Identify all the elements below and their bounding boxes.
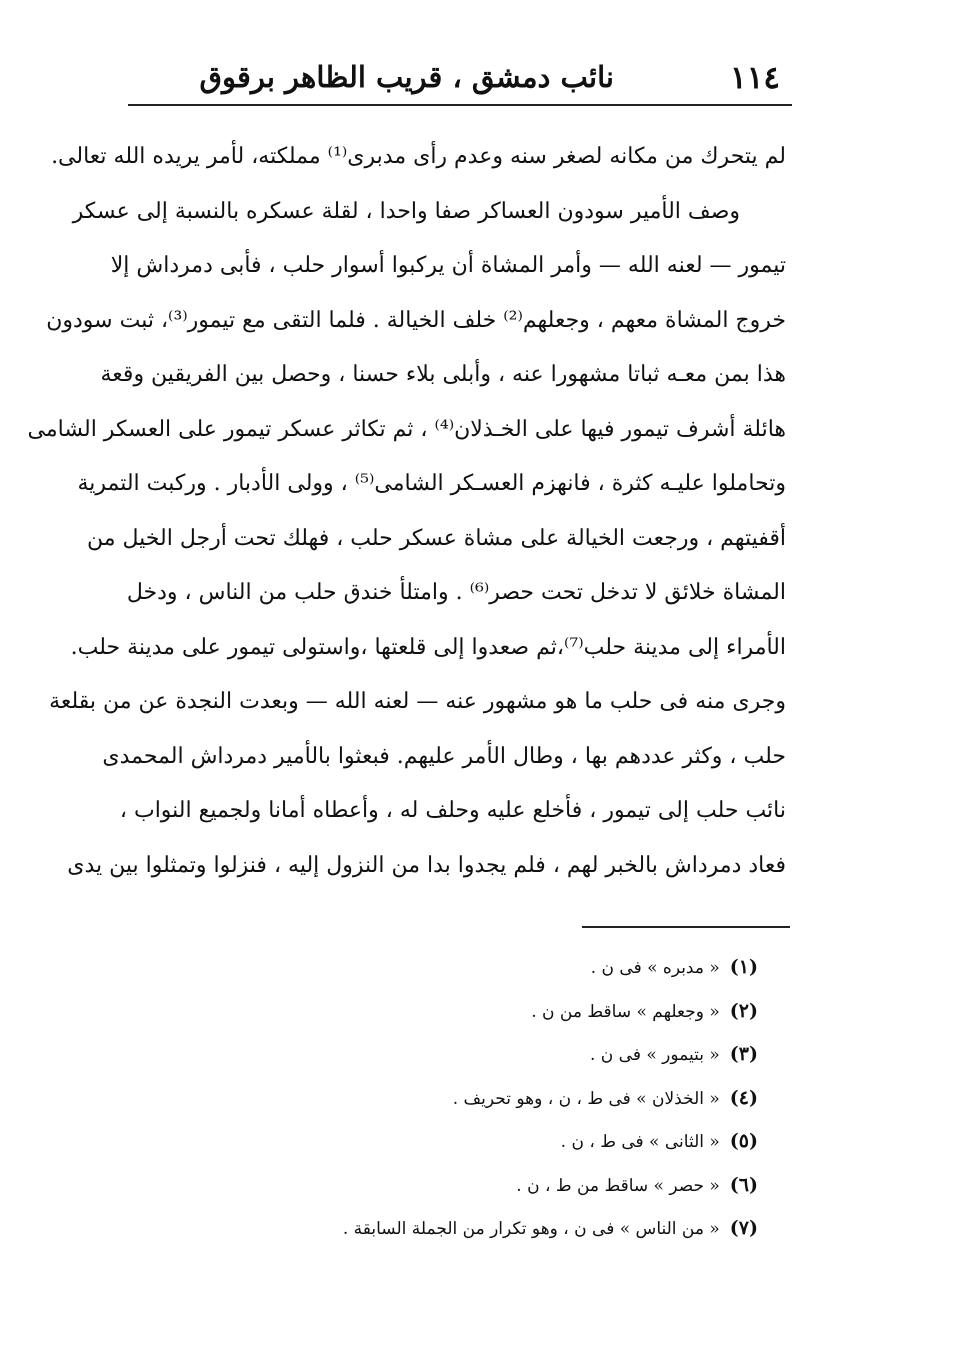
footnotes xyxy=(300,946,758,1251)
footnote-text: « من الناس » فى ن ، وهو تكرار من الجملة السابقة . xyxy=(342,1219,720,1239)
text-line: وتحاملوا عليـه كثرة ، فانهزم العسـكر الشامى⁽⁵⁾ ، وولى الأدبار . وركبت التمرية xyxy=(77,471,786,496)
text-line: هذا بمن معـه ثباتا مشهورا عنه ، وأبلى بلاء حسنا ، وحصل بين الفريقين وقعة xyxy=(100,362,786,387)
header-rule xyxy=(128,104,792,106)
footnote-text: « بتيمور » فى ن . xyxy=(589,1045,720,1065)
footnote xyxy=(300,990,758,1034)
text-line: أقفيتهم ، ورجعت الخيالة على مشاة عسكر حلب ، فهلك تحت أرجل الخيل من xyxy=(86,525,786,551)
footnote-mark: (١) xyxy=(729,956,758,978)
footnote-mark: (٤) xyxy=(729,1086,758,1109)
footnote-text: « الخذلان » فى ط ، ن ، وهو تحريف . xyxy=(452,1088,720,1109)
text-line: المشاة خلائق لا تدخل تحت حصر⁽⁶⁾ . وامتلأ خندق حلب من الناس ، ودخل xyxy=(126,580,786,605)
footnote-mark: (٧) xyxy=(729,1217,758,1239)
footnote xyxy=(300,1077,758,1121)
footnote-mark: (٢) xyxy=(729,999,758,1022)
footnote-text: « مدبره » فى ن . xyxy=(590,958,720,978)
footnote-text: « الثانى » فى ط ، ن . xyxy=(560,1132,720,1152)
footnote xyxy=(300,1033,758,1077)
text-line: حلب ، وكثر عددهم بها ، وطال الأمر عليهم. فبعثوا بالأمير دمرداش المحمدى xyxy=(102,743,786,769)
footnote-rule xyxy=(582,926,790,928)
text-line: نائب حلب إلى تيمور ، فأخلع عليه وحلف له ، وأعطاه أمانا ولجميع النواب ، xyxy=(119,798,786,823)
footnote-mark: (٥) xyxy=(729,1130,758,1152)
footnote-text: « وجعلهم » ساقط من ن . xyxy=(531,1001,720,1022)
footnote-mark: (٦) xyxy=(729,1173,758,1196)
text-line: تيمور — لعنه الله — وأمر المشاة أن يركبوا أسوار حلب ، فأبى دمرداش إلا xyxy=(110,253,786,278)
running-title: نائب دمشق ، قريب الظاهر برقوق xyxy=(199,60,614,94)
text-line: وصف الأمير سودون العساكر صفا واحدا ، لقلة عسكره بالنسبة إلى عسكر xyxy=(72,198,740,224)
page-number: ١١٤ xyxy=(730,60,780,96)
body-text xyxy=(27,130,786,893)
text-line: الأمراء إلى مدينة حلب⁽⁷⁾،ثم صعدوا إلى قلعتها ،واستولى تيمور على مدينة حلب. xyxy=(70,634,786,660)
footnote-text: « حصر » ساقط من ط ، ن . xyxy=(516,1175,720,1196)
text-line: وجرى منه فى حلب ما هو مشهور عنه — لعنه الله — وبعدت النجدة عن من بقلعة xyxy=(49,689,786,714)
text-line: خروج المشاة معهم ، وجعلهم⁽²⁾ خلف الخيالة . فلما التقى مع تيمور⁽³⁾، ثبت سودون xyxy=(46,307,786,333)
footnote xyxy=(300,1207,758,1251)
text-line: لم يتحرك من مكانه لصغر سنه وعدم رأى مدبرى⁽¹⁾ مملكته، لأمر يريده الله تعالى. xyxy=(51,144,786,169)
footnote xyxy=(300,1164,758,1208)
text-line: هائلة أشرف تيمور فيها على الخـذلان⁽⁴⁾ ، ثم تكاثر عسكر تيمور على العسكر الشامى xyxy=(27,416,786,442)
footnote xyxy=(300,1120,758,1164)
footnote xyxy=(300,946,758,990)
page-header xyxy=(128,52,790,104)
footnote-mark: (٣) xyxy=(729,1043,758,1065)
text-line: فعاد دمرداش بالخبر لهم ، فلم يجدوا بدا من النزول إليه ، فنزلوا وتمثلوا بين يدى xyxy=(67,852,786,878)
